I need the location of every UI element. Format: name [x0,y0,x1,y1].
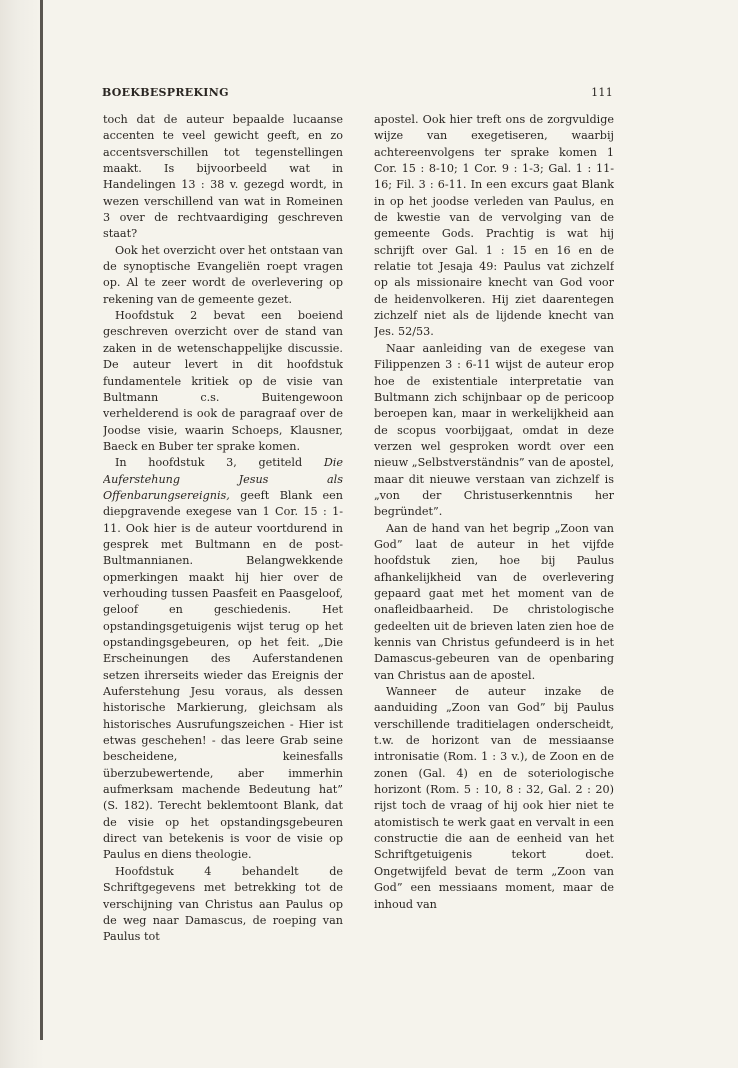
paragraph: Hoofdstuk 2 bevat een boeiend geschreven overzicht over de stand van zaken in de wetenschappelijke discussie. De auteur levert in dit hoofdstuk fundamentele kritiek op de visie van Bultmann c.s. Buitengewoon verhelderend is ook de paragraaf over de Joodse visie, waarin Schoeps, Klausner, Baeck en Buber ter sprake komen. [103,309,343,453]
paragraph: Naar aanleiding van de exegese van Filippenzen 3 : 6-11 wijst de auteur erop hoe de existentiale interpretatie van Bultmann zich schijnbaar op de pericoop beroepen kan, maar in werkelijkheid aan de scopus voorbijgaat, omdat in deze verzen wel gesproken wordt over een nieuw „Selbstverständnis” van de apostel, maar dit nieuwe verstaan van zichzelf is „von der Christuserkenntnis her begründet”. [374,341,614,519]
paragraph: apostel. Ook hier treft ons de zorgvuldige wijze van exegetiseren, waarbij achtereenvolgens ter sprake komen 1 Cor. 15 : 8-10; 1 Cor. 9 : 1-3; Gal. 1 : 11-16; Fil. 3 : 6-11. In een excurs gaat Blank in op het joodse verleden van Paulus, en de kwestie van de vervolging van de gemeente Gods. Prachtig is wat hij schrijft over Gal. 1 : 15 en 16 en de relatie tot Jesaja 49: Paulus vat zichzelf op als missionaire knecht van God voor de heidenvolkeren. Hij ziet daarentegen zichzelf niet als de lijdende knecht van Jes. 52/53. [374,113,614,339]
right-column [374,112,614,1042]
page-number: 111 [591,86,613,99]
book-title-italic: Die Auferstehung Jesus als Offenbarungsereignis, [103,456,343,502]
paragraph: Hoofdstuk 4 behandelt de Schriftgegevens met betrekking tot de verschijning van Christus aan Paulus op de weg naar Damascus, de roeping van Paulus tot [103,864,343,944]
section-title: BOEKBESPREKING [102,86,229,99]
paragraph [103,455,343,864]
running-header [102,86,613,104]
paragraph: Aan de hand van het begrip „Zoon van God” laat de auteur in het vijfde hoofdstuk zien, hoe bij Paulus afhankelijkheid van de overlevering gepaard gaat met het moment van de onafleidbaarheid. De christologische gedeelten uit de brieven laten zien hoe de kennis van Christus gefundeerd is in het Damascus-gebeuren van de openbaring van Christus aan de apostel. [374,521,614,682]
page-binding-line [40,0,43,1040]
page-binding-edge [0,0,44,1068]
paragraph-text: In hoofdstuk 3, getiteld [115,456,324,470]
left-column [103,112,343,1042]
paragraph-text: geeft Blank een diepgravende exegese van 1 Cor. 15 : 1-11. Ook hier is de auteur voortdurend in gesprek met Bultmann en de post-Bultmannianen. Belangwekkende opmerkingen maakt hij hier over de verhouding tussen Paasfeit en Paasgeloof, geloof en geschiedenis. Het opstandingsgetuigenis wijst terug op het opstandingsgebeuren, op het feit. „Die Erscheinungen des Auferstandenen setzen ihrerseits wieder das Ereignis der Auferstehung Jesu voraus, als dessen historische Markierung, gleichsam als historisches Ausrufungszeichen - Hier ist etwas geschehen! - das leere Grab seine bescheidene, keinesfalls überzubewertende, aber immerhin aufmerksam machende Bedeutung hat” (S. 182). Terecht beklemtoont Blank, dat de visie op het opstandingsgebeuren direct van betekenis is voor de visie op Paulus en diens theologie. [103,488,343,862]
paragraph: toch dat de auteur bepaalde lucaanse accenten te veel gewicht geeft, en zo accentsverschillen tot tegenstellingen maakt. Is bijvoorbeeld wat in Handelingen 13 : 38 v. gezegd wordt, in wezen verschillend van wat in Romeinen 3 over de rechtvaardiging geschreven staat? [103,113,343,241]
paragraph: Wanneer de auteur inzake de aanduiding „Zoon van God” bij Paulus verschillende traditielagen onderscheidt, t.w. de horizont van de messiaanse intronisatie (Rom. 1 : 3 v.), de Zoon en de zonen (Gal. 4) en de soteriologische horizont (Rom. 5 : 10, 8 : 32, Gal. 2 : 20) rijst toch de vraag of hij ook hier niet te atomistisch te werk gaat en vervalt in een constructie die aan de eenheid van het Schriftgetuigenis tekort doet. Ongetwijfeld bevat de term „Zoon van God” een messiaans moment, maar de inhoud van [374,685,614,911]
paragraph: Ook het overzicht over het ontstaan van de synoptische Evangeliën roept vragen op. Al te zeer wordt de overlevering op rekening van de gemeente gezet. [103,243,343,306]
